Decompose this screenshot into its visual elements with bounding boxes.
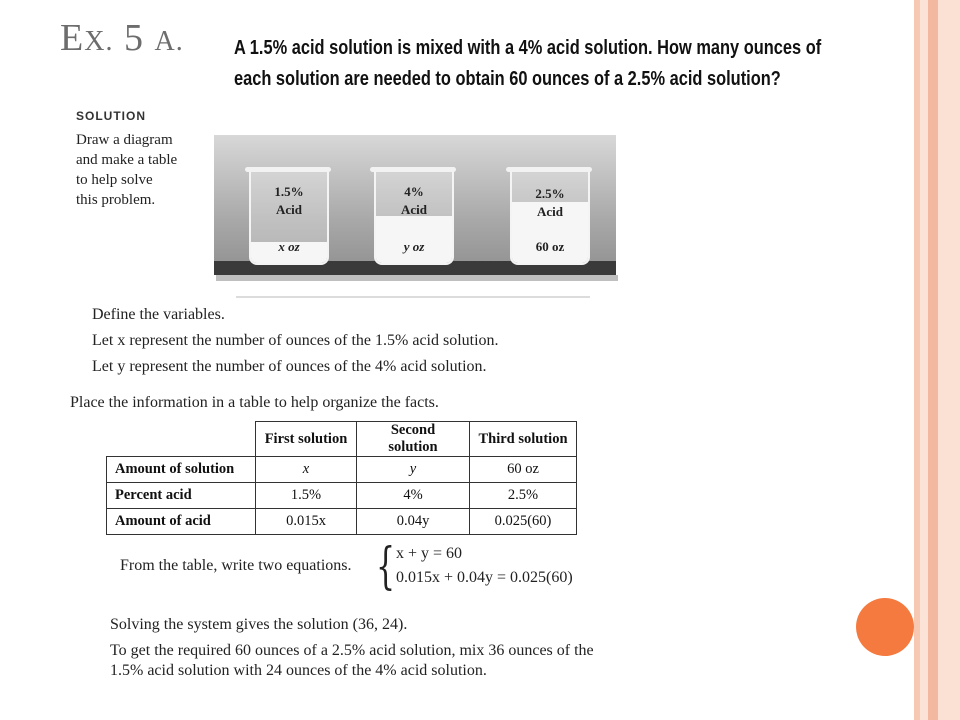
table-cell: 2.5% xyxy=(470,483,577,509)
solution-result: Solving the system gives the solution (36, 24). xyxy=(110,616,408,633)
table-cell: 1.5% xyxy=(256,483,357,509)
solution-instructions: Draw a diagram and make a table to help solve this problem. xyxy=(76,132,178,208)
equation-1: x + y = 60 xyxy=(396,545,463,562)
slide-title: EX. 5 A. xyxy=(60,17,184,59)
side-stripes xyxy=(914,0,960,720)
row-header: Amount of solution xyxy=(107,457,256,483)
problem-statement xyxy=(234,33,822,95)
define-x: Let x represent the number of ounces of the 1.5% acid solution. xyxy=(92,332,499,349)
beaker-3: 2.5% Acid 60 oz xyxy=(510,169,590,265)
conclusion-line: 1.5% acid solution with 24 ounces of the 4% acid solution. xyxy=(110,662,487,679)
problem-line: A 1.5% acid solution is mixed with a 4% acid solution. How many ounces of xyxy=(234,37,822,59)
beaker-1: 1.5% Acid x oz xyxy=(249,169,329,265)
column-header: Third solution xyxy=(470,422,577,457)
table-cell: x xyxy=(256,457,357,483)
table-cell: 0.04y xyxy=(357,509,470,535)
define-heading: Define the variables. xyxy=(92,306,225,323)
table-row xyxy=(107,457,577,483)
equation-2: 0.015x + 0.04y = 0.025(60) xyxy=(396,569,573,586)
table-cell: 60 oz xyxy=(470,457,577,483)
row-header: Amount of acid xyxy=(107,509,256,535)
column-header: Second solution xyxy=(357,422,470,457)
beaker-2: 4% Acid y oz xyxy=(374,169,454,265)
photo-shadow xyxy=(216,275,618,281)
table-cell: y xyxy=(357,457,470,483)
table-header-row xyxy=(107,422,577,457)
divider xyxy=(236,296,590,298)
facts-table xyxy=(106,421,577,535)
column-header: First solution xyxy=(256,422,357,457)
table-cell: 0.025(60) xyxy=(470,509,577,535)
solution-heading: SOLUTION xyxy=(76,109,146,123)
row-header: Percent acid xyxy=(107,483,256,509)
problem-line: each solution are needed to obtain 60 ounces of a 2.5% acid solution? xyxy=(234,68,781,90)
table-row xyxy=(107,483,577,509)
table-cell: 0.015x xyxy=(256,509,357,535)
define-y: Let y represent the number of ounces of the 4% acid solution. xyxy=(92,358,487,375)
table-cell: 4% xyxy=(357,483,470,509)
conclusion-line: To get the required 60 ounces of a 2.5% acid solution, mix 36 ounces of the xyxy=(110,642,594,659)
table-row xyxy=(107,509,577,535)
accent-circle xyxy=(856,598,914,656)
beaker-photo xyxy=(214,135,616,275)
brace-icon: { xyxy=(376,537,396,595)
equations-lead: From the table, write two equations. xyxy=(120,557,352,574)
table-intro: Place the information in a table to help organize the facts. xyxy=(70,394,439,411)
